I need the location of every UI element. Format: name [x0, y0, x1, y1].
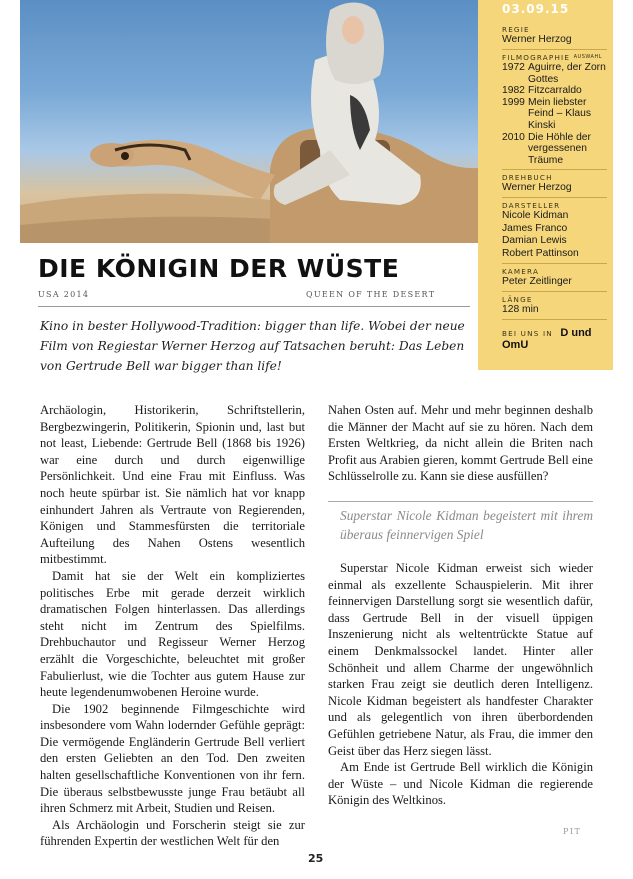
film-entry: [502, 132, 607, 167]
drehbuch-value: Werner Herzog: [502, 182, 607, 198]
laenge-label: LÄNGE: [502, 294, 533, 304]
cast-member: James Franco: [502, 222, 568, 234]
bei-uns-label: BEI UNS IN: [502, 328, 553, 338]
article-title: DIE KÖNIGIN DER WÜSTE: [38, 254, 400, 283]
darsteller-list: [502, 210, 607, 264]
lead-paragraph: Kino in bester Hollywood-Tradition: bigger than life. Wobei der neue Film von Regiestar Werner Herzog auf Tatsachen beruht: Das Leben von Gertrude Bell war bigger than life!: [40, 319, 465, 373]
filmographie-label: [502, 50, 607, 62]
cast-member: Nicole Kidman: [502, 210, 569, 222]
paragraph: Als Archäologin und Forscherin steigt sie zur führenden Expertin der westlichen Welt für den: [40, 817, 305, 849]
cast-member: Robert Pattinson: [502, 247, 579, 259]
release-date: 03.09.15: [502, 2, 570, 16]
film-facts-sidebar: [478, 0, 613, 370]
hero-photo: [20, 0, 478, 243]
kamera-label: KAMERA: [502, 266, 540, 276]
title-divider: [38, 306, 470, 307]
drehbuch-label: DREHBUCH: [502, 173, 553, 183]
film-year: 1982: [502, 85, 525, 97]
film-entry: [502, 62, 607, 85]
filmographie-note: AUSWAHL: [573, 54, 602, 60]
body-column-left: [40, 402, 305, 850]
author-signature: PIT: [563, 827, 582, 836]
paragraph: Damit hat sie der Welt ein kompliziertes politisches Erbe mit gerade derzeit wirklich dramatischen Folgen hinterlassen. Das allerdings steht nicht im Zentrum des Spielfilms. Drehbuchautor und Regisseur Werner Herzog erzählt die Vorgeschichte, beleuchtet mit großer Fabulierlust, wie die Tochter aus gutem Hause zur heute legendenumwobenen Heroine wurde.: [40, 568, 305, 700]
regie-value: Werner Herzog: [502, 34, 607, 50]
film-title: Die Höhle der vergessenen Träume: [528, 131, 591, 166]
bei-uns-in: [502, 320, 607, 351]
country-year: USA 2014: [38, 290, 90, 299]
cast-member: Damian Lewis: [502, 235, 567, 247]
film-year: 2010: [502, 131, 525, 143]
kamera-value: Peter Zeitlinger: [502, 276, 607, 292]
film-year: 1972: [502, 62, 525, 73]
original-title: QUEEN OF THE DESERT: [306, 290, 436, 299]
filmography-list: [502, 62, 607, 170]
regie-label: REGIE: [502, 25, 530, 34]
paragraph: Die 1902 beginnende Filmgeschichte wird insbesondere vom Wahn lodernder Gefühle geprägt: Die vermögende Engländerin Gertrude Bell verliert den ersten Geliebten an den Tod. Den zweiten halten gesellschaftliche Konventionen von ihr fern. Die überaus selbstbewusste junge Frau betäubt all ihren Schmerz mit Arbeit, Studien und Reisen.: [40, 701, 305, 816]
paragraph: Nahen Osten auf. Mehr und mehr beginnen deshalb die Männer der Macht auf sie zu hören. Nach dem Ersten Weltkrieg, da nicht allein die Briten nach Profit aus Arabien gieren, kommt Gertrude Bell eine Schlüsselrolle zu. Kann sie diese ausfüllen?: [328, 403, 593, 484]
page-number: 25: [308, 852, 324, 865]
pull-quote: Superstar Nicole Kidman begeistert mit ihrem überaus feinnervigen Spiel: [328, 501, 593, 544]
film-entry: [502, 97, 607, 132]
camel-rider-illustration: [20, 0, 478, 243]
laenge-value: 128 min: [502, 304, 607, 320]
paragraph: Am Ende ist Gertrude Bell wirklich die Königin der Wüste – und Nicole Kidman die regierende Königin des Weltkinos.: [328, 760, 593, 808]
film-title: Mein liebster Feind – Klaus Kinski: [528, 96, 591, 131]
filmographie-label-text: FILMOGRAPHIE: [502, 53, 571, 62]
darsteller-label: DARSTELLER: [502, 201, 561, 211]
body-column-right: [328, 402, 593, 809]
paragraph: Superstar Nicole Kidman erweist sich wieder einmal als exzellente Schauspielerin. Mit ihrer feinnervigen Darstellung sorgt sie wesentlich dafür, dass Gertrude Bell in der visuell üppigen Inszenierung nicht als weltentrückte Statue auf einem Denkmalssockel landet. Hinter aller Schönheit und allem Charme der ungewöhnlich starken Frau zeigt sie deutlich deren Intelligenz. Nicole Kidman begeistert als handfester Charakter und als gelegentlich von ihren überbordenden Gefühlen getriebene Natur, als Frau, die immer den Geist über das Herz siegen lässt.: [328, 560, 593, 758]
language-version: D und OmU: [502, 326, 592, 351]
film-title: Aguirre, der Zorn Gottes: [528, 62, 606, 85]
film-entry: [502, 85, 607, 97]
paragraph: Archäologin, Historikerin, Schriftstellerin, Bergbezwingerin, Politikerin, Spionin und, last but not least, Liebende: Gertrude Bell (1868 bis 1926) war eine durch und durch eigenwillige Persönlichkeit. Und eine Frau mit Einfluss. Was noch heute spürbar ist. Sie nämlich hat vor knapp einhundert Jahren als Vertraute von Regierenden, Königen und Stammesfürsten die territoriale Aufteilung des Nahen Ostens wesentlich mitbestimmt.: [40, 403, 305, 567]
film-title: Fitzcarraldo: [528, 85, 582, 97]
film-year: 1999: [502, 96, 525, 108]
